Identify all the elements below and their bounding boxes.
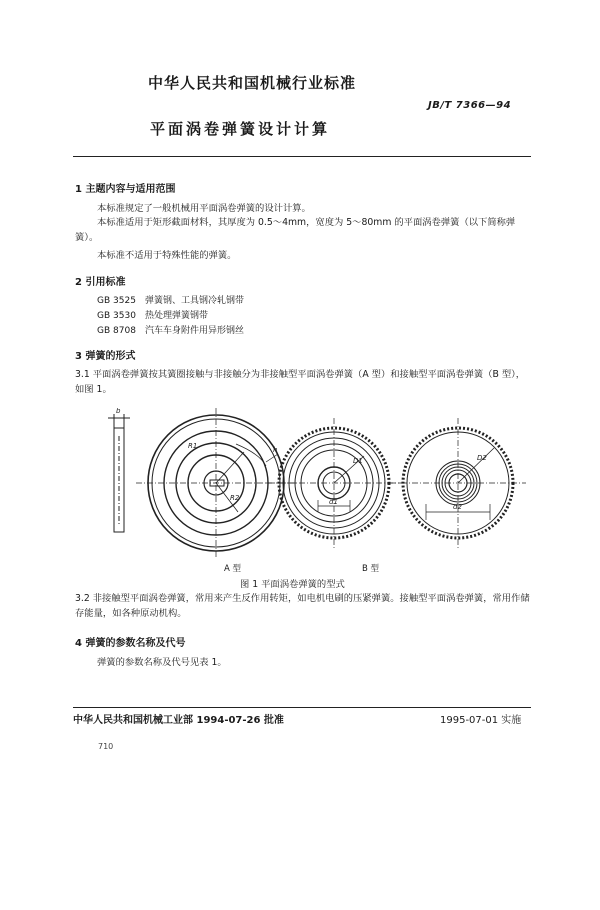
label-d1-outer: D1: [353, 457, 363, 465]
label-d2-outer: D2: [477, 454, 487, 462]
section-2-heading: 2 引用标准: [75, 277, 126, 288]
reference-code: GB 3530: [97, 311, 136, 321]
standard-number: JB/T 7366—94: [428, 100, 512, 111]
section-1-paragraph-3: 本标准不适用于特殊性能的弹簧。: [97, 250, 237, 261]
approval-line: 中华人民共和国机械工业部 1994-07-26 批准: [73, 715, 284, 726]
issuing-organization: 中华人民共和国机械行业标准: [148, 74, 357, 92]
spring-drawings: [96, 408, 526, 558]
label-r1: R1: [188, 442, 198, 450]
caption-b-type: B 型: [362, 564, 380, 574]
caption-a-type: A 型: [224, 564, 242, 574]
label-d1-inner: d1: [329, 498, 338, 506]
section-3-2-paragraph: 3.2 非接触型平面涡卷弹簧，常用来产生反作用转矩，如电机电刷的压紧弹簧。接触型平面涡卷弹簧，常用作储存能量，如各种原动机构。: [75, 593, 530, 619]
label-d2-inner: d2: [453, 503, 462, 511]
section-3-heading: 3 弹簧的形式: [75, 351, 136, 362]
figure-1-caption: 图 1 平面涡卷弹簧的型式: [240, 579, 345, 590]
page-number: 710: [98, 742, 114, 751]
spring-b-type-wound: [390, 418, 526, 548]
section-4-heading: 4 弹簧的参数名称及代号: [75, 638, 186, 649]
section-1-paragraph-1: 本标准规定了一般机械用平面涡卷弹簧的设计计算。: [97, 203, 311, 214]
reference-code: GB 8708: [97, 326, 136, 336]
reference-name: 汽车车身附件用异形钢丝: [145, 326, 245, 336]
section-3-1-paragraph: 3.1 平面涡卷弹簧按其簧圈接触与非接触分为非接触型平面涡卷弹簧（A 型）和接触型平面涡卷弹簧（B 型），如图 1。: [75, 369, 526, 395]
reference-list: [97, 294, 244, 339]
section-1-heading: 1 主题内容与适用范围: [75, 184, 176, 195]
document-title: 平面涡卷弹簧设计计算: [150, 120, 331, 138]
reference-item: [97, 309, 244, 324]
header-rule: [73, 156, 531, 157]
footer-rule: [73, 707, 531, 708]
label-h: h: [273, 446, 278, 454]
label-r2: R2: [230, 494, 240, 502]
side-view: [108, 414, 130, 532]
reference-item: [97, 324, 244, 339]
section-4-paragraph: 弹簧的参数名称及代号见表 1。: [97, 657, 227, 668]
reference-code: GB 3525: [97, 296, 136, 306]
spring-b-type-free: [266, 418, 402, 548]
section-1-paragraph-2: 本标准适用于矩形截面材料，其厚度为 0.5～4mm，宽度为 5～80mm 的平面涡卷弹簧（以下简称弹簧）。: [75, 217, 516, 243]
figure-1: [96, 408, 526, 558]
reference-item: [97, 294, 244, 309]
reference-name: 热处理弹簧钢带: [145, 311, 209, 321]
label-b: b: [116, 408, 121, 415]
reference-name: 弹簧钢、工具钢冷轧钢带: [145, 296, 245, 306]
implementation-date: 1995-07-01 实施: [440, 715, 522, 726]
